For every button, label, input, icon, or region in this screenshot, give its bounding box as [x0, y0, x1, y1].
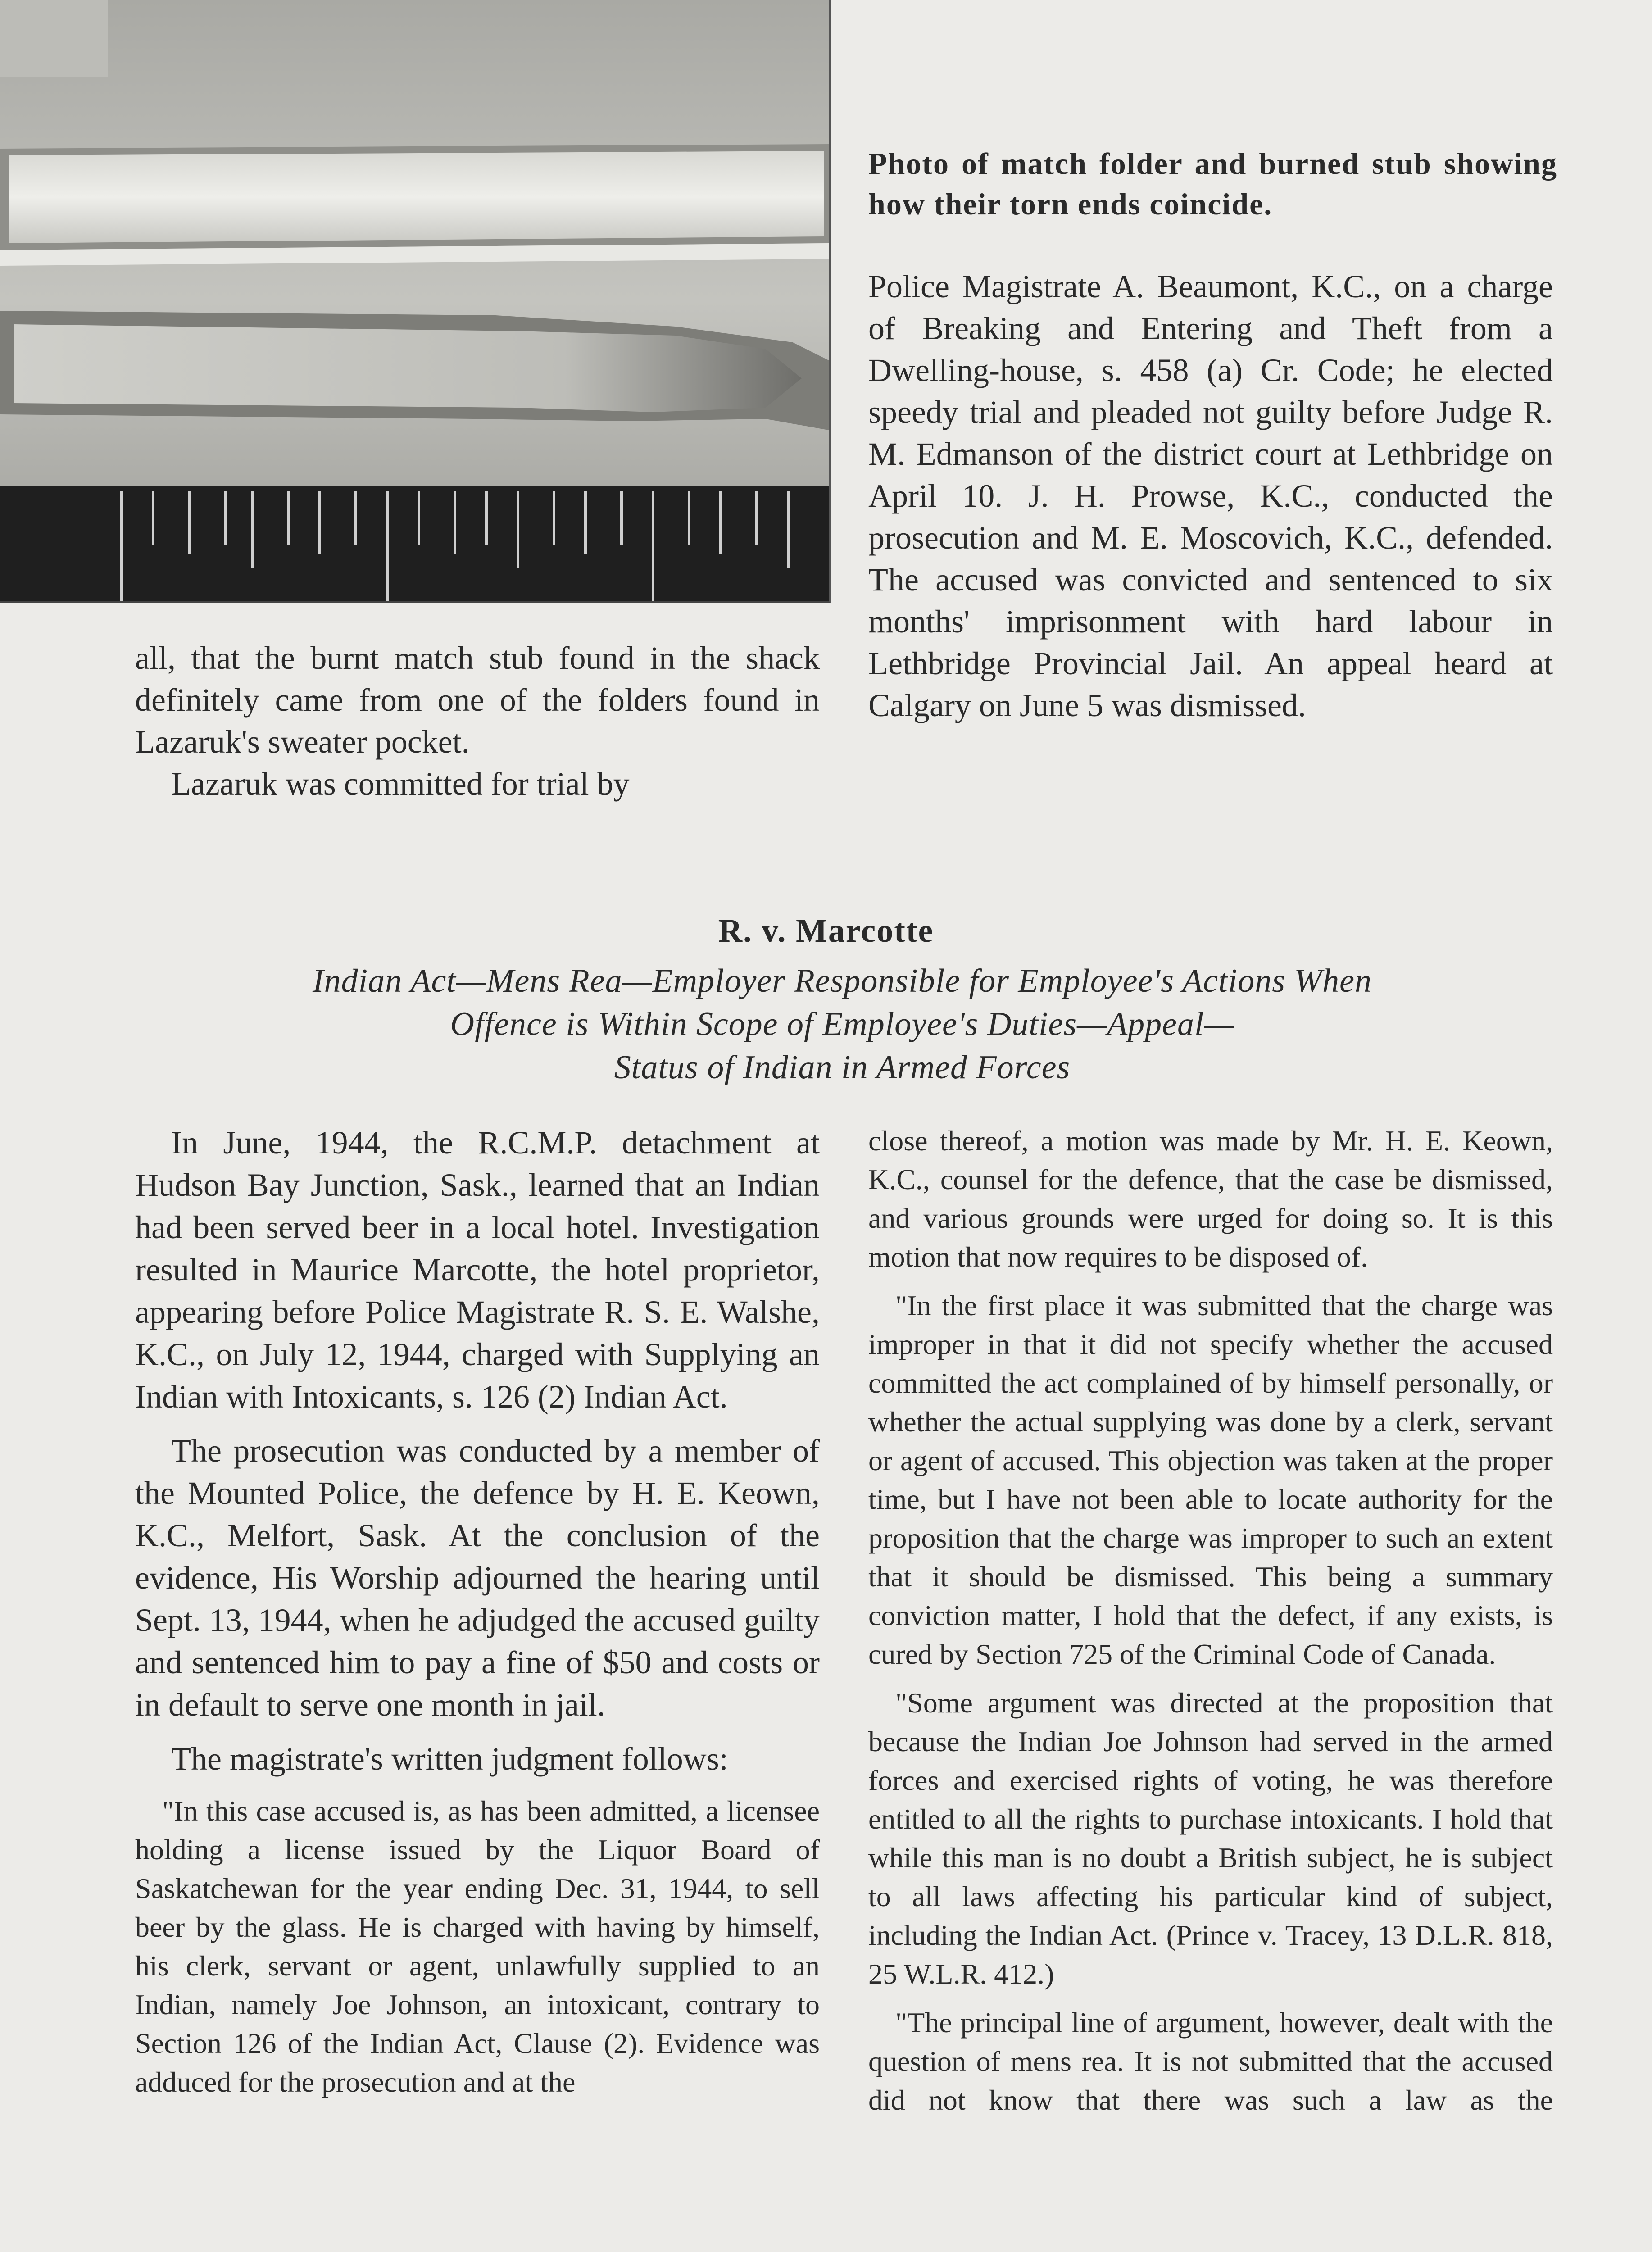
paragraph: "In this case accused is, as has been admitted, a licensee holding a license issued by the Liquor Board of Saskatchewan for the year ending Dec. 31, 1944, to sell beer by the glass. He is charged with having by himself, his clerk, servant or agent, unlawfully supplied to an Indian, namely Joe Johnson, an intoxicant, contrary to Section 126 of the Indian Act, Clause (2). Evidence was adduced for the prosecution and at the	[135, 1795, 820, 2098]
case-subtitle-line: Status of Indian in Armed Forces	[614, 1049, 1071, 1086]
paragraph: Police Magistrate A. Beaumont, K.C., on a charge of Breaking and Entering and Theft from a Dwelling-house, s. 458 (a) Cr. Code; he elected speedy trial and pleaded not guilty before Judge R. M. Edmanson of the district court at Lethbridge on April 10. J. H. Prowse, K.C., conducted the prosecution and M. E. Moscovich, K.C., defended. The accused was convicted and sentenced to six months' imprisonment with hard labour in Lethbridge Provincial Jail. An appeal heard at Calgary on June 5 was dismissed.	[868, 268, 1553, 723]
photo-caption: Photo of match folder and burned stub showing how their torn ends coincide.	[868, 146, 1557, 221]
paragraph: The magistrate's written judgment follows:	[171, 1741, 728, 1777]
top-left-column	[135, 637, 820, 805]
paragraph: all, that the burnt match stub found in the shack definitely came from one of the folders found in Lazaruk's sweater pocket.	[135, 640, 820, 760]
photo-image	[0, 0, 829, 601]
lower-left-column	[135, 1121, 820, 2113]
paragraph: close thereof, a motion was made by Mr. H. E. Keown, K.C., counsel for the defence, that the case be dismissed, and various grounds were urged for doing so. It is this motion that now requires to be disposed of.	[868, 1125, 1553, 1273]
case-subtitle-line: Indian Act—Mens Rea—Employer Responsible for Employee's Actions When	[312, 963, 1372, 999]
paragraph: The prosecution was conducted by a member of the Mounted Police, the defence by H. E. Keown, K.C., Melfort, Sask. At the conclusion of the evidence, His Worship adjourned the hearing until Sept. 13, 1944, when he adjudged the accused guilty and sentenced him to pay a fine of $50 and costs or in default to serve one month in jail.	[135, 1433, 820, 1723]
paragraph: "In the first place it was submitted that the charge was improper in that it did not specify whether the accused committed the act complained of by himself personally, or whether the actual supplying was done by a clerk, servant or agent of accused. This objection was taken at the proper time, but I have not been able to locate authority for the proposition that the charge was improper to such an extent that it should be dismissed. This being a summary conviction matter, I hold that the defect, if any exists, is cured by Section 725 of the Criminal Code of Canada.	[868, 1289, 1553, 1670]
case-title: R. v. Marcotte	[718, 913, 934, 949]
case-subtitle-line: Offence is Within Scope of Employee's Duties—Appeal—	[450, 1006, 1234, 1043]
lower-right-column	[868, 1121, 1553, 2129]
match-folder-photo	[0, 0, 831, 603]
top-right-column	[868, 266, 1553, 726]
paragraph: "The principal line of argument, however, dealt with the question of mens rea. It is not submitted that the accused did not know that there was such a law as the	[868, 2007, 1553, 2116]
paragraph: In June, 1944, the R.C.M.P. detachment at Hudson Bay Junction, Sask., learned that an Indian had been served beer in a local hotel. Investigation resulted in Maurice Marcotte, the hotel proprietor, appearing before Police Magistrate R. S. E. Walshe, K.C., on July 12, 1944, charged with Supplying an Indian with Intoxicants, s. 126 (2) Indian Act.	[135, 1125, 820, 1415]
paragraph: Lazaruk was committed for trial by	[171, 766, 630, 802]
case-subtitle	[171, 959, 1513, 1089]
paragraph: "Some argument was directed at the proposition that because the Indian Joe Johnson had served in the armed forces and exercised rights of voting, he was therefore entitled to all the rights to purchase intoxicants. I hold that while this man is no doubt a British subject, he is subject to all laws affecting his particular kind of subject, including the Indian Act. (Prince v. Tracey, 13 D.L.R. 818, 25 W.L.R. 412.)	[868, 1687, 1553, 1990]
